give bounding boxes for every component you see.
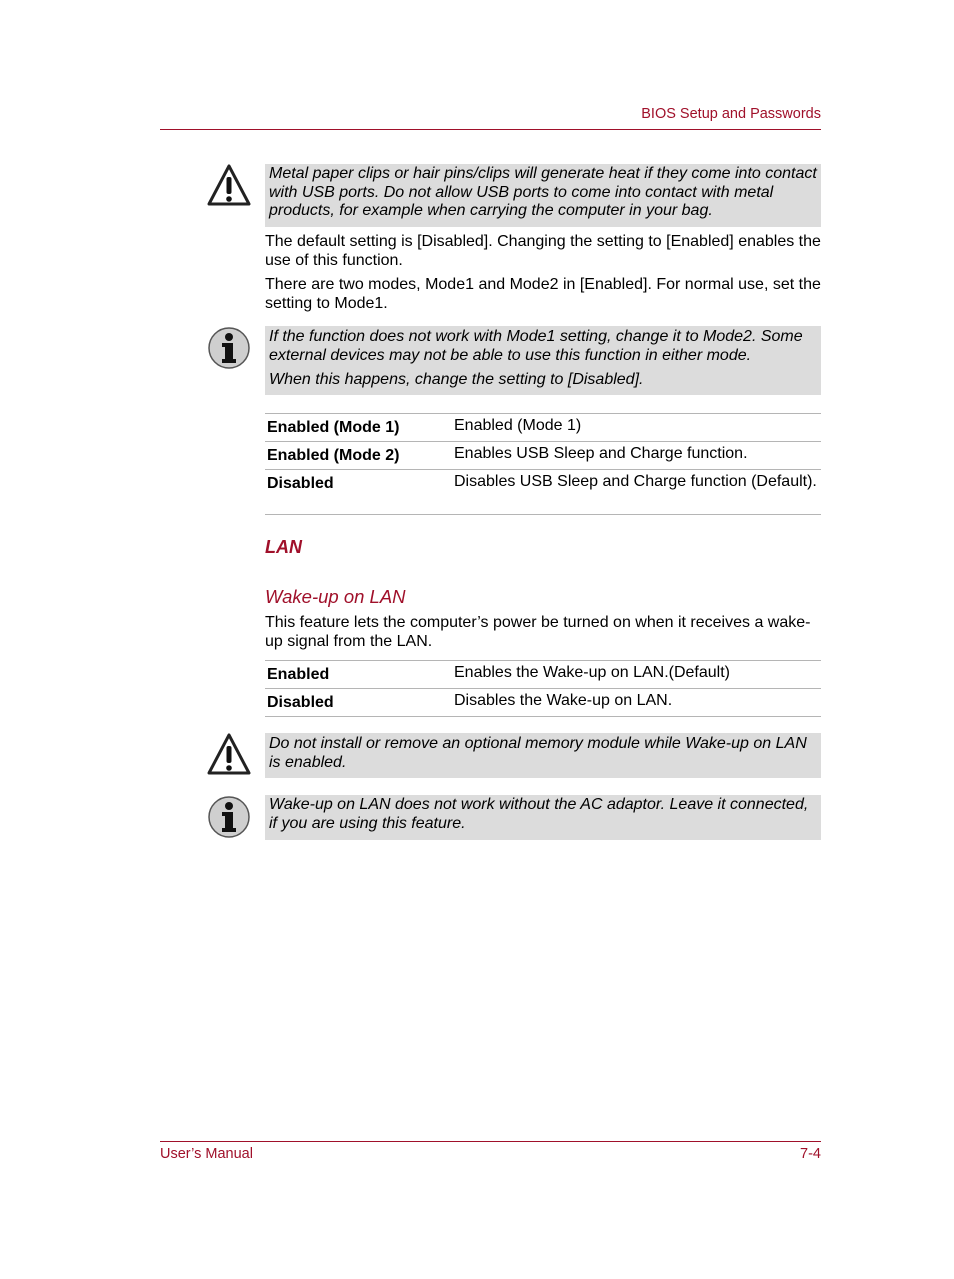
footer-manual-title: User’s Manual bbox=[160, 1146, 253, 1162]
info-icon bbox=[207, 795, 251, 839]
table-row bbox=[265, 661, 821, 689]
info-text-line1: If the function does not work with Mode1 setting, change it to Mode2. Some external devices may not be able to use this function in either mode. bbox=[269, 328, 803, 364]
table-row bbox=[265, 442, 821, 470]
caution-text: Do not install or remove an optional memory module while Wake-up on LAN is enabled. bbox=[269, 735, 807, 771]
caution-icon bbox=[207, 164, 251, 208]
option-name: Enabled bbox=[267, 666, 330, 683]
info-text: Wake-up on LAN does not work without the AC adaptor. Leave it connected, if you are using this feature. bbox=[269, 796, 809, 832]
caution-note bbox=[265, 733, 821, 778]
option-description: Enabled (Mode 1) bbox=[454, 417, 582, 434]
info-note bbox=[265, 795, 821, 840]
running-header: BIOS Setup and Passwords bbox=[641, 106, 821, 122]
table-row bbox=[265, 470, 821, 515]
option-name: Disabled bbox=[267, 475, 334, 492]
section-heading-lan: LAN bbox=[265, 537, 302, 557]
option-description: Enables USB Sleep and Charge function. bbox=[454, 445, 748, 462]
option-name: Enabled (Mode 1) bbox=[267, 419, 400, 436]
page-number: 7-4 bbox=[800, 1146, 821, 1162]
wake-up-on-lan-table bbox=[265, 660, 821, 717]
footer-rule bbox=[160, 1141, 821, 1142]
caution-note bbox=[265, 164, 821, 227]
option-description: Disables the Wake-up on LAN. bbox=[454, 692, 673, 709]
paragraph-default-setting: The default setting is [Disabled]. Changing the setting to [Enabled] enables the use of this function. bbox=[265, 233, 821, 269]
header-rule bbox=[160, 129, 821, 130]
info-note bbox=[265, 326, 821, 395]
option-name: Enabled (Mode 2) bbox=[267, 447, 400, 464]
caution-icon bbox=[207, 733, 251, 777]
info-text-line2: When this happens, change the setting to [Disabled]. bbox=[269, 371, 644, 388]
table-row bbox=[265, 689, 821, 717]
info-icon bbox=[207, 326, 251, 370]
usb-sleep-options-table bbox=[265, 413, 821, 515]
option-description: Disables USB Sleep and Charge function (Default). bbox=[454, 473, 817, 490]
paragraph-modes: There are two modes, Mode1 and Mode2 in [Enabled]. For normal use, set the setting to Mode1. bbox=[265, 276, 821, 312]
caution-text: Metal paper clips or hair pins/clips will generate heat if they come into contact with USB ports. Do not allow USB ports to come into contact with metal products, for example when carrying the computer in your bag. bbox=[269, 165, 817, 219]
option-name: Disabled bbox=[267, 694, 334, 711]
option-description: Enables the Wake-up on LAN.(Default) bbox=[454, 664, 730, 681]
paragraph-wake-up-description: This feature lets the computer’s power be turned on when it receives a wake-up signal from the LAN. bbox=[265, 614, 811, 650]
subheading-wake-up-on-lan: Wake-up on LAN bbox=[265, 586, 406, 607]
table-row bbox=[265, 414, 821, 442]
